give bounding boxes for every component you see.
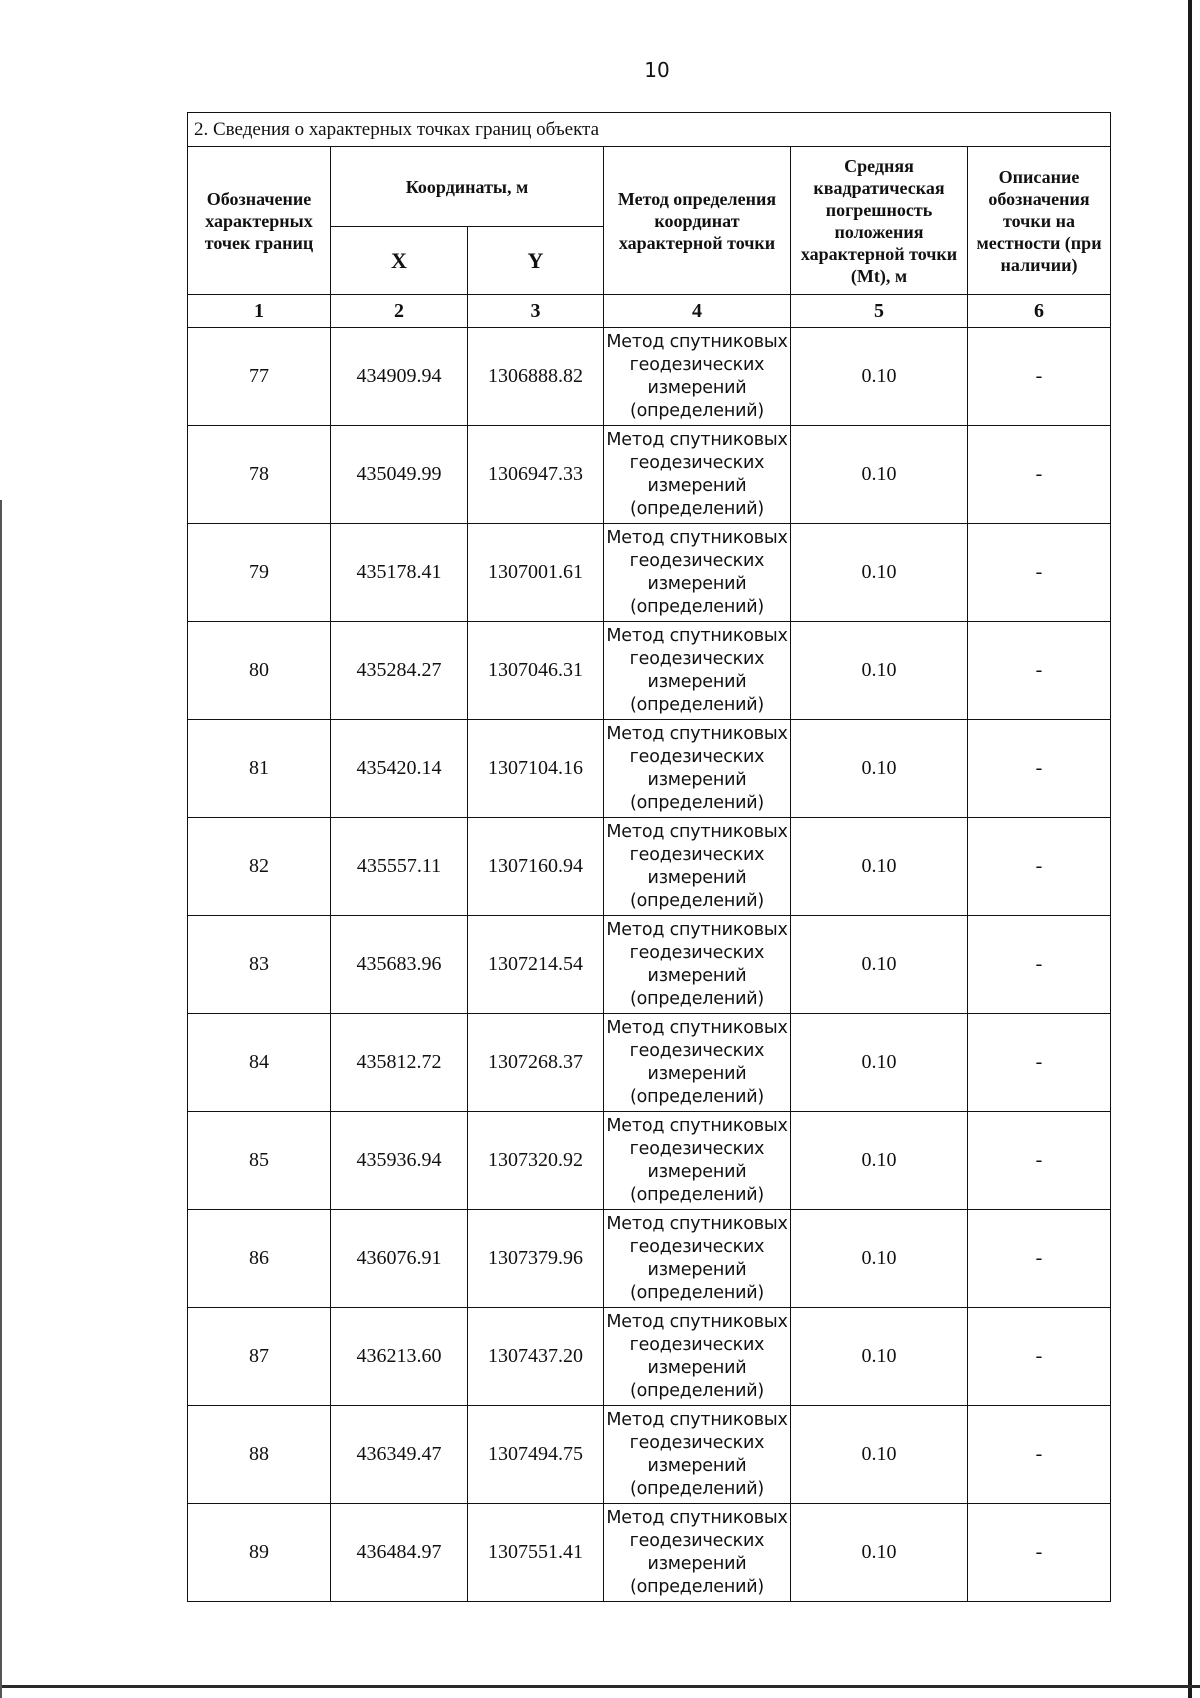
method: Метод спутниковых геодезических измерений (определений) bbox=[604, 720, 791, 818]
coord-y: 1307551.41 bbox=[468, 1504, 604, 1602]
point-number: 83 bbox=[188, 916, 331, 1014]
mean-error: 0.10 bbox=[791, 1112, 968, 1210]
mean-error: 0.10 bbox=[791, 1210, 968, 1308]
table-row bbox=[188, 1112, 1111, 1210]
point-number: 84 bbox=[188, 1014, 331, 1112]
coord-y: 1307268.37 bbox=[468, 1014, 604, 1112]
coord-x: 436076.91 bbox=[331, 1210, 468, 1308]
column-number-5: 5 bbox=[791, 295, 968, 328]
header-y: Y bbox=[468, 227, 604, 295]
table-row bbox=[188, 720, 1111, 818]
method: Метод спутниковых геодезических измерений (определений) bbox=[604, 1014, 791, 1112]
coord-y: 1307379.96 bbox=[468, 1210, 604, 1308]
coord-x: 435178.41 bbox=[331, 524, 468, 622]
description: - bbox=[968, 1406, 1111, 1504]
table-row bbox=[188, 1210, 1111, 1308]
description: - bbox=[968, 524, 1111, 622]
header-point-designation: Обозначение характерных точек границ bbox=[188, 147, 331, 295]
header-x: X bbox=[331, 227, 468, 295]
mean-error: 0.10 bbox=[791, 720, 968, 818]
point-number: 87 bbox=[188, 1308, 331, 1406]
column-number-6: 6 bbox=[968, 295, 1111, 328]
method: Метод спутниковых геодезических измерений (определений) bbox=[604, 1308, 791, 1406]
table-row bbox=[188, 1014, 1111, 1112]
description: - bbox=[968, 818, 1111, 916]
table-row bbox=[188, 524, 1111, 622]
method: Метод спутниковых геодезических измерений (определений) bbox=[604, 1504, 791, 1602]
method: Метод спутниковых геодезических измерений (определений) bbox=[604, 1210, 791, 1308]
mean-error: 0.10 bbox=[791, 622, 968, 720]
point-number: 81 bbox=[188, 720, 331, 818]
point-number: 78 bbox=[188, 426, 331, 524]
point-number: 86 bbox=[188, 1210, 331, 1308]
coord-x: 435284.27 bbox=[331, 622, 468, 720]
method: Метод спутниковых геодезических измерений (определений) bbox=[604, 1112, 791, 1210]
table-row bbox=[188, 818, 1111, 916]
section-title: 2. Сведения о характерных точках границ объекта bbox=[188, 113, 1111, 147]
mean-error: 0.10 bbox=[791, 426, 968, 524]
method: Метод спутниковых геодезических измерений (определений) bbox=[604, 426, 791, 524]
coord-x: 436484.97 bbox=[331, 1504, 468, 1602]
column-number-1: 1 bbox=[188, 295, 331, 328]
table-row bbox=[188, 1308, 1111, 1406]
coord-x: 436213.60 bbox=[331, 1308, 468, 1406]
coord-y: 1307046.31 bbox=[468, 622, 604, 720]
column-number-2: 2 bbox=[331, 295, 468, 328]
table-row bbox=[188, 1504, 1111, 1602]
header-mean-error: Средняя квадратическая погрешность положения характерной точки (Mt), м bbox=[791, 147, 968, 295]
coord-x: 435936.94 bbox=[331, 1112, 468, 1210]
method: Метод спутниковых геодезических измерений (определений) bbox=[604, 328, 791, 426]
method: Метод спутниковых геодезических измерений (определений) bbox=[604, 622, 791, 720]
point-number: 77 bbox=[188, 328, 331, 426]
table-row bbox=[188, 328, 1111, 426]
mean-error: 0.10 bbox=[791, 1504, 968, 1602]
method: Метод спутниковых геодезических измерений (определений) bbox=[604, 818, 791, 916]
description: - bbox=[968, 1504, 1111, 1602]
scan-edge-bottom bbox=[0, 1685, 1200, 1688]
scan-edge-left bbox=[0, 500, 2, 1698]
column-number-4: 4 bbox=[604, 295, 791, 328]
coord-y: 1307494.75 bbox=[468, 1406, 604, 1504]
header-description: Описание обозначения точки на местности (при наличии) bbox=[968, 147, 1111, 295]
header-coordinates: Координаты, м bbox=[331, 147, 604, 227]
method: Метод спутниковых геодезических измерений (определений) bbox=[604, 1406, 791, 1504]
table-row bbox=[188, 426, 1111, 524]
description: - bbox=[968, 328, 1111, 426]
description: - bbox=[968, 916, 1111, 1014]
point-number: 89 bbox=[188, 1504, 331, 1602]
mean-error: 0.10 bbox=[791, 1406, 968, 1504]
mean-error: 0.10 bbox=[791, 328, 968, 426]
table-row bbox=[188, 1406, 1111, 1504]
coord-x: 435812.72 bbox=[331, 1014, 468, 1112]
point-number: 85 bbox=[188, 1112, 331, 1210]
point-number: 82 bbox=[188, 818, 331, 916]
page-number: 10 bbox=[644, 58, 670, 82]
description: - bbox=[968, 622, 1111, 720]
description: - bbox=[968, 720, 1111, 818]
method: Метод спутниковых геодезических измерений (определений) bbox=[604, 916, 791, 1014]
column-number-3: 3 bbox=[468, 295, 604, 328]
coord-y: 1307437.20 bbox=[468, 1308, 604, 1406]
description: - bbox=[968, 1112, 1111, 1210]
description: - bbox=[968, 1014, 1111, 1112]
description: - bbox=[968, 1308, 1111, 1406]
table-row bbox=[188, 916, 1111, 1014]
point-number: 80 bbox=[188, 622, 331, 720]
description: - bbox=[968, 426, 1111, 524]
coord-y: 1306888.82 bbox=[468, 328, 604, 426]
table-row bbox=[188, 622, 1111, 720]
coord-y: 1307001.61 bbox=[468, 524, 604, 622]
coord-y: 1307320.92 bbox=[468, 1112, 604, 1210]
mean-error: 0.10 bbox=[791, 818, 968, 916]
scan-edge-right bbox=[1188, 0, 1192, 1698]
coord-x: 436349.47 bbox=[331, 1406, 468, 1504]
boundary-points-table bbox=[187, 112, 1111, 1602]
mean-error: 0.10 bbox=[791, 1014, 968, 1112]
description: - bbox=[968, 1210, 1111, 1308]
point-number: 88 bbox=[188, 1406, 331, 1504]
coord-y: 1306947.33 bbox=[468, 426, 604, 524]
coord-y: 1307104.16 bbox=[468, 720, 604, 818]
coord-x: 435049.99 bbox=[331, 426, 468, 524]
coord-x: 435557.11 bbox=[331, 818, 468, 916]
coord-x: 434909.94 bbox=[331, 328, 468, 426]
point-number: 79 bbox=[188, 524, 331, 622]
mean-error: 0.10 bbox=[791, 916, 968, 1014]
mean-error: 0.10 bbox=[791, 524, 968, 622]
coord-x: 435420.14 bbox=[331, 720, 468, 818]
header-method: Метод определения координат характерной точки bbox=[604, 147, 791, 295]
mean-error: 0.10 bbox=[791, 1308, 968, 1406]
coord-x: 435683.96 bbox=[331, 916, 468, 1014]
method: Метод спутниковых геодезических измерений (определений) bbox=[604, 524, 791, 622]
coord-y: 1307214.54 bbox=[468, 916, 604, 1014]
coord-y: 1307160.94 bbox=[468, 818, 604, 916]
